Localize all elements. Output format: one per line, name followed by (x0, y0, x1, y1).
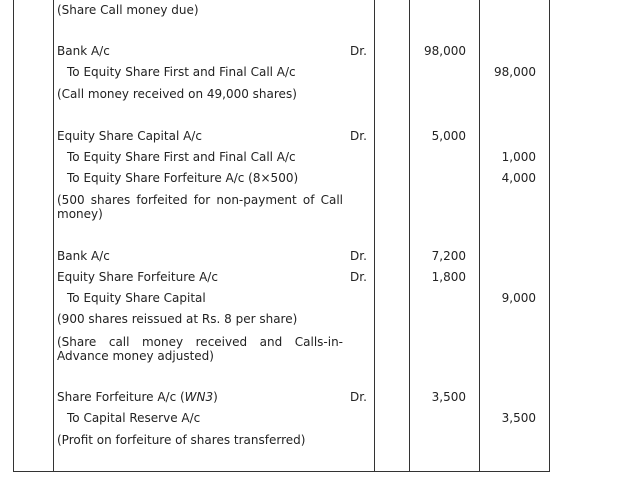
working-note-ref: WN3 (184, 390, 214, 404)
narration: (500 shares forfeited for non-payment of Call money) (57, 193, 343, 221)
table-border-right (549, 0, 550, 472)
journal-credit-account: To Capital Reserve A/c (67, 411, 201, 425)
narration: (Share Call money due) (57, 3, 199, 17)
credit-amount: 4,000 (501, 171, 536, 185)
journal-credit-account: To Equity Share First and Final Call A/c (67, 65, 296, 79)
journal-credit-account: To Equity Share First and Final Call A/c (67, 150, 296, 164)
account-name: Share Forfeiture A/c ( (57, 390, 185, 404)
credit-amount: 1,000 (501, 150, 536, 164)
journal-debit-account: Bank A/c (57, 44, 110, 58)
credit-amount: 3,500 (501, 411, 536, 425)
dr-marker: Dr. (350, 270, 367, 284)
dr-marker: Dr. (350, 129, 367, 143)
journal-credit-account: To Equity Share Capital (67, 291, 206, 305)
journal-debit-account (57, 390, 218, 405)
credit-amount: 9,000 (501, 291, 536, 305)
narration: (Profit on forfeiture of shares transferred) (57, 433, 306, 447)
column-divider-credit (479, 0, 480, 472)
debit-amount: 5,000 (431, 129, 466, 143)
journal-credit-account: To Equity Share Forfeiture A/c (8×500) (67, 171, 299, 185)
debit-amount: 98,000 (424, 44, 466, 58)
credit-amount: 98,000 (494, 65, 536, 79)
debit-amount: 1,800 (431, 270, 466, 284)
dr-marker: Dr. (350, 249, 367, 263)
table-border-bottom (13, 471, 550, 472)
narration: (Share call money received and Calls-in-Advance money adjusted) (57, 335, 343, 363)
journal-debit-account: Equity Share Capital A/c (57, 129, 202, 143)
journal-debit-account: Bank A/c (57, 249, 110, 263)
debit-amount: 7,200 (431, 249, 466, 263)
debit-amount: 3,500 (431, 390, 466, 404)
journal-debit-account: Equity Share Forfeiture A/c (57, 270, 218, 284)
table-border-left (13, 0, 14, 472)
account-name-close: ) (213, 390, 218, 404)
column-divider-date (53, 0, 54, 472)
dr-marker: Dr. (350, 44, 367, 58)
narration: (900 shares reissued at Rs. 8 per share) (57, 312, 298, 326)
narration: (Call money received on 49,000 shares) (57, 87, 297, 101)
dr-marker: Dr. (350, 390, 367, 404)
column-divider-lf (374, 0, 375, 472)
